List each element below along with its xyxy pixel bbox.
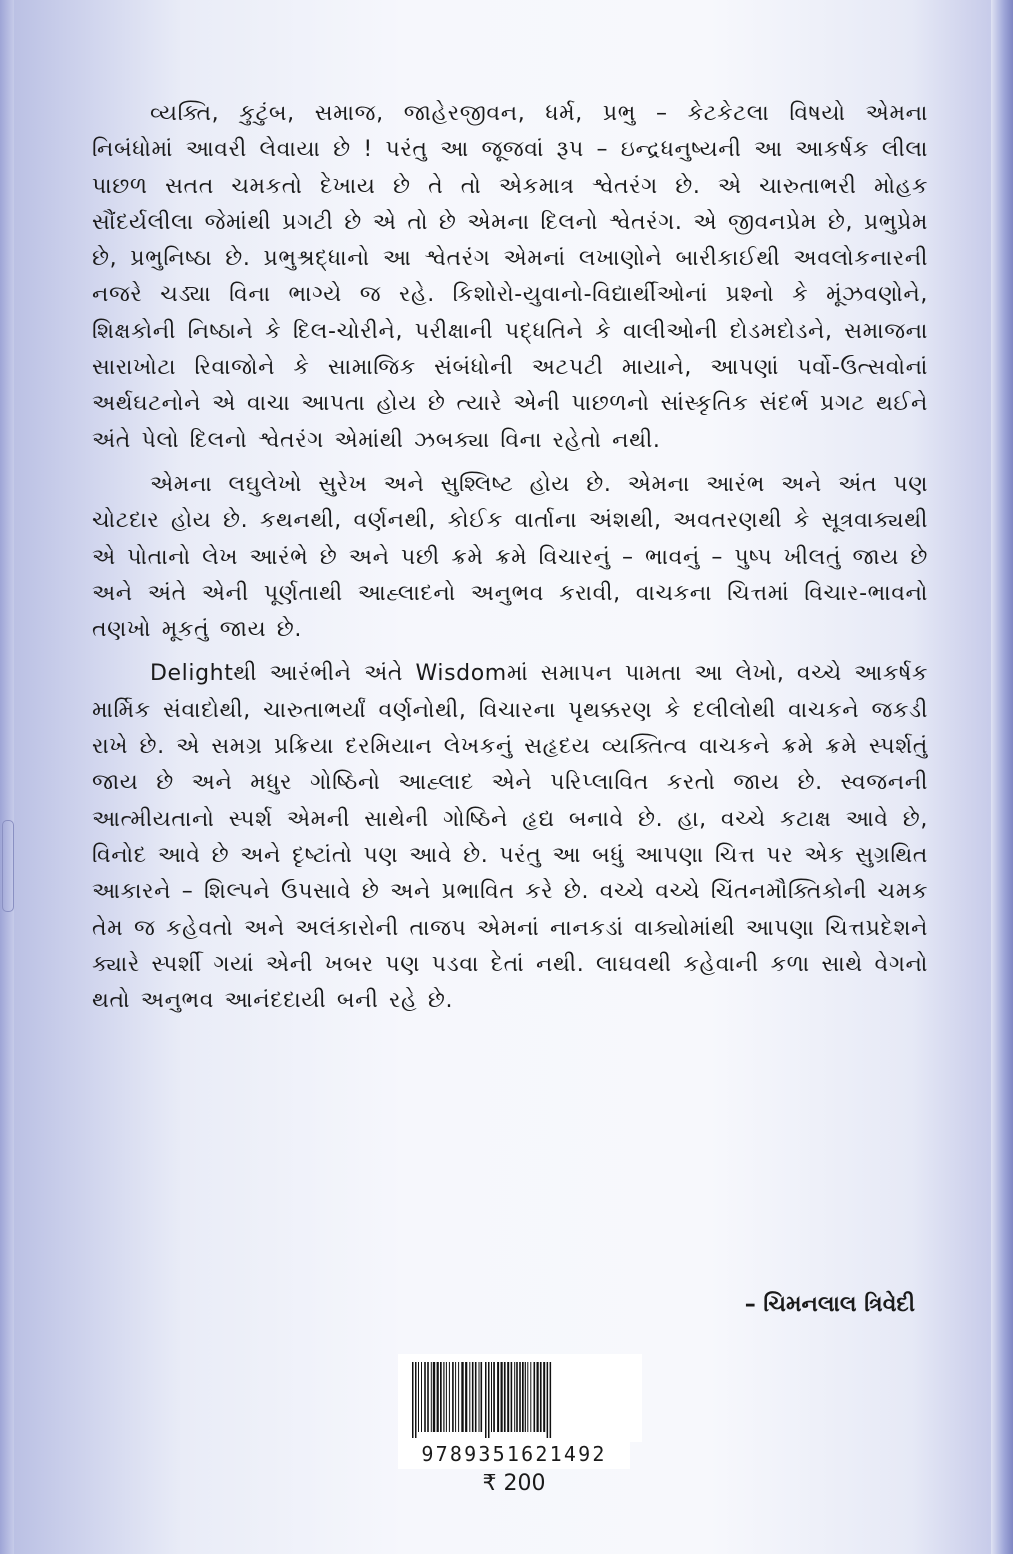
barcode-bar bbox=[519, 1362, 521, 1432]
barcode-bar bbox=[514, 1362, 515, 1432]
barcode-bar bbox=[537, 1362, 539, 1432]
barcode-bar bbox=[418, 1362, 419, 1432]
barcode-bar bbox=[469, 1362, 470, 1432]
barcode-bar bbox=[493, 1362, 495, 1432]
barcode-bar bbox=[479, 1362, 480, 1432]
barcode-bar bbox=[415, 1362, 417, 1438]
price-label: ₹ 200 bbox=[482, 1471, 546, 1496]
barcode-bar bbox=[452, 1362, 454, 1432]
barcode-bar bbox=[516, 1362, 518, 1432]
barcode-bar bbox=[501, 1362, 503, 1432]
barcode-bar bbox=[485, 1362, 487, 1438]
barcode-bar bbox=[449, 1362, 450, 1432]
barcode-bar bbox=[427, 1362, 429, 1432]
barcode-bar bbox=[507, 1362, 509, 1432]
barcode-bar bbox=[534, 1362, 536, 1432]
book-spine bbox=[991, 0, 1013, 1554]
barcode-bar bbox=[550, 1362, 552, 1438]
barcode-bar bbox=[421, 1362, 422, 1432]
barcode-bar bbox=[431, 1362, 432, 1432]
barcode-bar bbox=[475, 1362, 477, 1432]
barcode-bar bbox=[527, 1362, 528, 1432]
barcode-bar bbox=[540, 1362, 542, 1432]
cover-fold-mark bbox=[2, 820, 14, 912]
isbn-barcode-block bbox=[398, 1354, 630, 1496]
author-signature: – ચિમનલાલ ત્રિવેદી bbox=[744, 1292, 915, 1317]
barcode-bar bbox=[443, 1362, 444, 1432]
paragraph-3: Delightથી આરંભીને અંતે Wisdomમાં સમાપન પામતા આ લેખો, વચ્ચે આકર્ષક માર્મિક સંવાદોથી, ચારુતાભર્યાં વર્ણનોથી, વિચારના પૃથક્કરણ કે દલીલોથી વાચકને જકડી રાખે છે. એ સમગ્ર પ્રક્રિયા દરમિયાન લેખકનું સહૃદય વ્યક્તિત્વ વાચકને ક્રમે ક્રમે સ્પર્શતું જાય છે અને મધુર ગોષ્ઠિનો આહ્લાદ એને પરિપ્લાવિત કરતો જાય છે. સ્વજનની આત્મીયતાનો સ્પર્શ એમની સાથેની ગોષ્ઠિને હૃદ્ય બનાવે છે. હા, વચ્ચે કટાક્ષ આવે છે, વિનોદ આવે છે અને દૃષ્ટાંતો પણ આવે છે. પરંતુ આ બધું આપણા ચિત્ત પર એક સુગ્રથિત આકારને – શિલ્પને ઉપસાવે છે અને પ્રભાવિત કરે છે. વચ્ચે વચ્ચે ચિંતનમૌક્તિકોની ચમક તેમ જ કહેવતો અને અલંકારોની તાજપ એમનાં નાનકડાં વાક્યોમાંથી આપણા ચિત્તપ્રદેશને ક્યારે સ્પર્શી ગયાં એની ખબર પણ પડવા દેતાં નથી. લાઘવથી કહેવાની કળા સાથે વેગનો થતો અનુભવ આનંદદાયી બની રહે છે. bbox=[92, 661, 928, 1014]
blurb-text-block bbox=[92, 96, 928, 1027]
barcode-bar bbox=[412, 1362, 414, 1438]
barcode-bar bbox=[458, 1362, 459, 1432]
barcode-bar bbox=[433, 1362, 435, 1432]
barcode-bar bbox=[446, 1362, 447, 1432]
barcode-bar bbox=[488, 1362, 490, 1438]
barcode-bar bbox=[504, 1362, 506, 1432]
barcode-bar bbox=[543, 1362, 545, 1432]
barcode-bar bbox=[461, 1362, 463, 1432]
barcode-bar bbox=[525, 1362, 526, 1432]
barcode-bar bbox=[497, 1362, 499, 1432]
barcode-bar bbox=[465, 1362, 467, 1432]
book-left-edge bbox=[0, 0, 14, 1554]
barcode-bar bbox=[522, 1362, 524, 1432]
barcode-bar bbox=[437, 1362, 439, 1432]
barcode-bar bbox=[481, 1362, 483, 1432]
isbn-digits: 9789351621492 bbox=[398, 1442, 630, 1469]
barcode-bar bbox=[455, 1362, 456, 1432]
barcode-bar bbox=[511, 1362, 513, 1432]
barcode-bar bbox=[547, 1362, 549, 1438]
barcode-bar bbox=[424, 1362, 426, 1432]
barcode-bar bbox=[440, 1362, 442, 1432]
paragraph-1: વ્યક્તિ, કુટુંબ, સમાજ, જાહેરજીવન, ધર્મ, પ્રભુ – કેટકેટલા વિષયો એમના નિબંધોમાં આવરી લેવાયા છે ! પરંતુ આ જૂજવાં રૂપ – ઇન્દ્રધનુષ્યની આ આકર્ષક લીલા પાછળ સતત ચમકતો દેખાય છે તે તો એકમાત્ર શ્વેતરંગ છે. એ ચારુતાભરી મોહક સૌંદર્યલીલા જેમાંથી પ્રગટી છે એ તો છે એમના દિલનો શ્વેતરંગ. એ જીવનપ્રેમ છે, પ્રભુપ્રેમ છે, પ્રભુનિષ્ઠા છે. પ્રભુશ્રદ્ધાનો આ શ્વેતરંગ એમનાં લખાણોને બારીકાઈથી અવલોકનારની નજરે ચડ્યા વિના ભાગ્યે જ રહે. કિશોરો-યુવાનો-વિદ્યાર્થીઓનાં પ્રશ્નો કે મૂંઝવણોને, શિક્ષકોની નિષ્ઠાને કે દિલ-ચોરીને, પરીક્ષાની પદ્ધતિને કે વાલીઓની દોડમદોડને, સમાજના સારાખોટા રિવાજોને કે સામાજિક સંબંધોની અટપટી માયાને, આપણાં પર્વો-ઉત્સવોનાં અર્થઘટનોને એ વાચા આપતા હોય છે ત્યારે એની પાછળનો સાંસ્કૃતિક સંદર્ભ પ્રગટ થઈને અંતે પેલો દિલનો શ્વેતરંગ એમાંથી ઝબક્યા વિના રહેતો નથી. bbox=[92, 101, 928, 453]
paragraph-2: એમના લઘુલેખો સુરેખ અને સુશ્લિષ્ટ હોય છે. એમના આરંભ અને અંત પણ ચોટદાર હોય છે. કથનથી, વર્ણનથી, કોઈક વાર્તાના અંશથી, અવતરણથી કે સૂત્રવાક્યથી એ પોતાનો લેખ આરંભે છે અને પછી ક્રમે ક્રમે વિચારનું – ભાવનું – પુષ્પ ખીલતું જાય છે અને અંતે એની પૂર્ણતાથી આહ્લાદનો અનુભવ કરાવી, વાચકના ચિત્તમાં વિચાર-ભાવનો તણખો મૂકતું જાય છે. bbox=[92, 471, 928, 643]
barcode-icon bbox=[398, 1354, 642, 1442]
barcode-bar bbox=[530, 1362, 531, 1432]
barcode-bar bbox=[491, 1362, 492, 1432]
barcode-bar bbox=[472, 1362, 474, 1432]
